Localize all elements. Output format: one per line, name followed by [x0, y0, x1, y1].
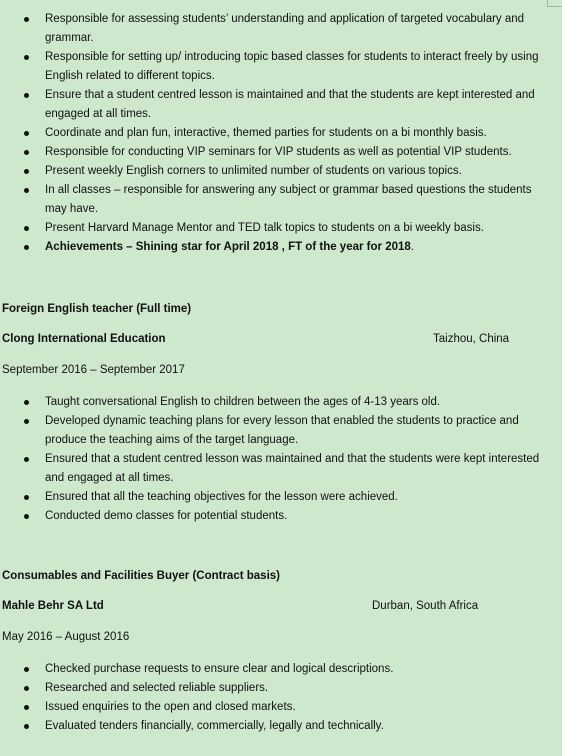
- list-item: Ensured that all the teaching objectives for the lesson were achieved.: [0, 488, 562, 507]
- job1-location: Taizhou, China: [433, 333, 510, 345]
- list-item: Conducted demo classes for potential students.: [0, 507, 562, 526]
- list-item: Coordinate and plan fun, interactive, themed parties for students on a bi monthly basis.: [0, 124, 562, 143]
- job2-location: Durban, South Africa: [372, 600, 479, 612]
- list-item: In all classes – responsible for answering any subject or grammar based questions the students may have.: [0, 181, 562, 219]
- achievement-item: [0, 238, 562, 257]
- job2-dates: May 2016 – August 2016: [2, 631, 130, 643]
- job2-duties-list: [0, 660, 562, 736]
- list-item: Responsible for conducting VIP seminars for VIP students as well as potential VIP students.: [0, 143, 562, 162]
- list-item: Taught conversational English to children between the ages of 4-13 years old.: [0, 393, 562, 412]
- list-item: Ensure that a student centred lesson is maintained and that the students are kept interested and engaged at all times.: [0, 86, 562, 124]
- list-item: Present Harvard Manage Mentor and TED talk topics to students on a bi weekly basis.: [0, 219, 562, 238]
- list-item: Researched and selected reliable suppliers.: [0, 679, 562, 698]
- job0-duties-list: [0, 10, 562, 257]
- list-item: Present weekly English corners to unlimited number of students on various topics.: [0, 162, 562, 181]
- achievement-period: .: [410, 241, 414, 253]
- list-item: Ensured that a student centred lesson was maintained and that the students were kept interested and engaged at all times.: [0, 450, 562, 488]
- list-item: Evaluated tenders financially, commercially, legally and technically.: [0, 717, 562, 736]
- job1-dates: September 2016 – September 2017: [2, 364, 185, 376]
- achievement-text: Achievements – Shining star for April 2018 , FT of the year for 2018: [45, 241, 411, 253]
- page-corner-mark: [547, 0, 562, 7]
- job1-company: Clong International Education: [2, 333, 166, 345]
- job2-title: Consumables and Facilities Buyer (Contract basis): [2, 570, 280, 582]
- list-item: Issued enquiries to the open and closed markets.: [0, 698, 562, 717]
- list-item: Checked purchase requests to ensure clear and logical descriptions.: [0, 660, 562, 679]
- list-item: Responsible for setting up/ introducing topic based classes for students to interact freely by using English related to different topics.: [0, 48, 562, 86]
- list-item: Responsible for assessing students’ understanding and application of targeted vocabulary and grammar.: [0, 10, 562, 48]
- job1-title: Foreign English teacher (Full time): [2, 303, 192, 315]
- job2-company: Mahle Behr SA Ltd: [2, 600, 104, 612]
- list-item: Developed dynamic teaching plans for every lesson that enabled the students to practice and produce the teaching aims of the target language.: [0, 412, 562, 450]
- job1-duties-list: [0, 393, 562, 526]
